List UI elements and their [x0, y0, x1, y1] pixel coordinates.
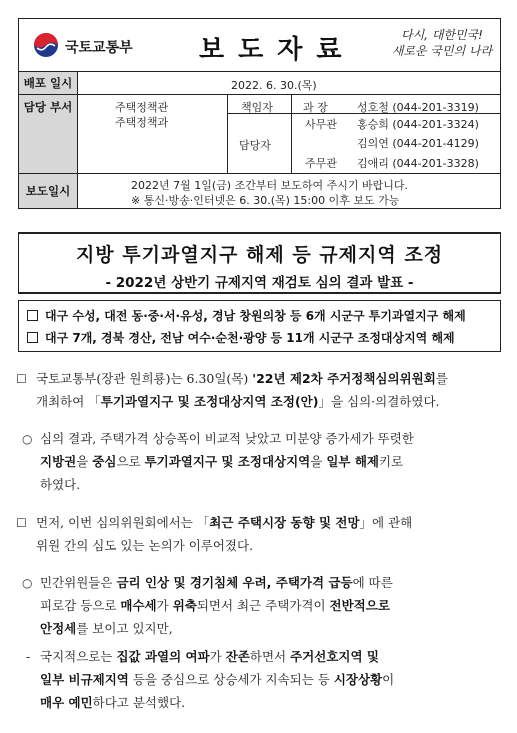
slogan-line-2: 새로운 국민의 나라	[391, 44, 493, 58]
department-division-2: 주택정책과	[115, 116, 169, 129]
square-bullet-icon: ☐	[16, 372, 27, 386]
contact-name: 김의연 (044-201-4129)	[357, 137, 479, 150]
embargo-row	[19, 174, 500, 208]
distribution-row	[19, 72, 500, 95]
slogan-line-1: 다시, 대한민국!	[401, 28, 483, 42]
summary-item: 대구 수성, 대전 동·중·서·유성, 경남 창원의창 등 6개 시군구 투기과열지구 해제	[27, 307, 466, 324]
paragraph-1: 국토교통부(장관 원희룡)는 6.30일(목) '22년 제2차 주거정책심의위원회를 개최하여 「투기과열지구 및 조정대상지역 조정(안)」을 심의·의결하였다.	[36, 371, 448, 409]
square-bullet-icon: ☐	[16, 516, 27, 530]
circle-bullet-icon: ○	[22, 432, 33, 446]
header-title-row	[19, 19, 500, 72]
checkbox-square-icon	[27, 332, 38, 343]
contact-role: 과 장	[303, 101, 328, 114]
checkbox-square-icon	[27, 310, 38, 321]
department-label: 담당 부서	[19, 95, 78, 173]
summary-box	[18, 300, 501, 352]
summary-item: 대구 7개, 경북 경산, 전남 여수·순천·광양 등 11개 시군구 조정대상지역 해제	[27, 329, 455, 346]
headline-box	[18, 232, 501, 294]
paragraph-4: 민간위원들은 금리 인상 및 경기침체 우려, 주택가격 급등에 따른 피로감 등으로 매수세가 위축되면서 최근 주택가격이 전반적으로 안정세를 보이고 있지만,	[40, 575, 393, 636]
department-division-1: 주택정책관	[115, 101, 169, 114]
embargo-label: 보도일시	[19, 174, 78, 208]
contact-name: 김애리 (044-201-3328)	[357, 157, 479, 170]
distribution-label: 배포 일시	[19, 72, 78, 94]
paragraph-3: 먼저, 이번 심의위원회에서는 「최근 주택시장 동향 및 전망」에 관해 위원 간의 심도 있는 논의가 이루어졌다.	[36, 515, 413, 553]
circle-bullet-icon: ○	[22, 576, 33, 590]
page-title: 보도자료	[199, 35, 356, 65]
paragraph-5: 국지적으로는 집값 과열의 여파가 잔존하면서 주거선호지역 및 일부 비규제지역 등을 중심으로 상승세가 지속되는 등 시장상황이 매우 예민하다고 분석했다.	[40, 649, 395, 710]
contact-role: 주무관	[305, 157, 337, 170]
slogan	[387, 27, 497, 59]
dash-bullet-icon: -	[26, 650, 31, 664]
headline-subtitle: - 2022년 상반기 규제지역 재검토 심의 결과 발표 -	[105, 275, 414, 291]
press-release-header	[18, 18, 501, 209]
embargo-line-1: 2022년 7월 1일(금) 조간부터 보도하여 주시기 바랍니다.	[131, 179, 408, 192]
responsible-label: 책임자	[241, 101, 273, 114]
ministry-name: 국토교통부	[65, 40, 133, 56]
contact-role: 사무관	[305, 118, 337, 131]
contact-label: 담당자	[239, 139, 271, 152]
distribution-date: 2022. 6. 30.(목)	[231, 79, 317, 92]
contact-name: 홍승희 (044-201-3324)	[357, 118, 479, 131]
government-emblem-icon	[33, 32, 59, 58]
paragraph-2: 심의 결과, 주택가격 상승폭이 비교적 낮았고 미분양 증가세가 뚜렷한 지방권을 중심으로 투기과열지구 및 조정대상지역을 일부 해제키로 하였다.	[40, 431, 414, 492]
embargo-line-2: ※ 통신·방송·인터넷은 6. 30.(목) 15:00 이후 보도 가능	[131, 194, 400, 207]
department-row	[19, 95, 500, 174]
contact-name: 성호철 (044-201-3319)	[357, 101, 479, 114]
headline-title: 지방 투기과열지구 해제 등 규제지역 조정	[75, 244, 444, 266]
